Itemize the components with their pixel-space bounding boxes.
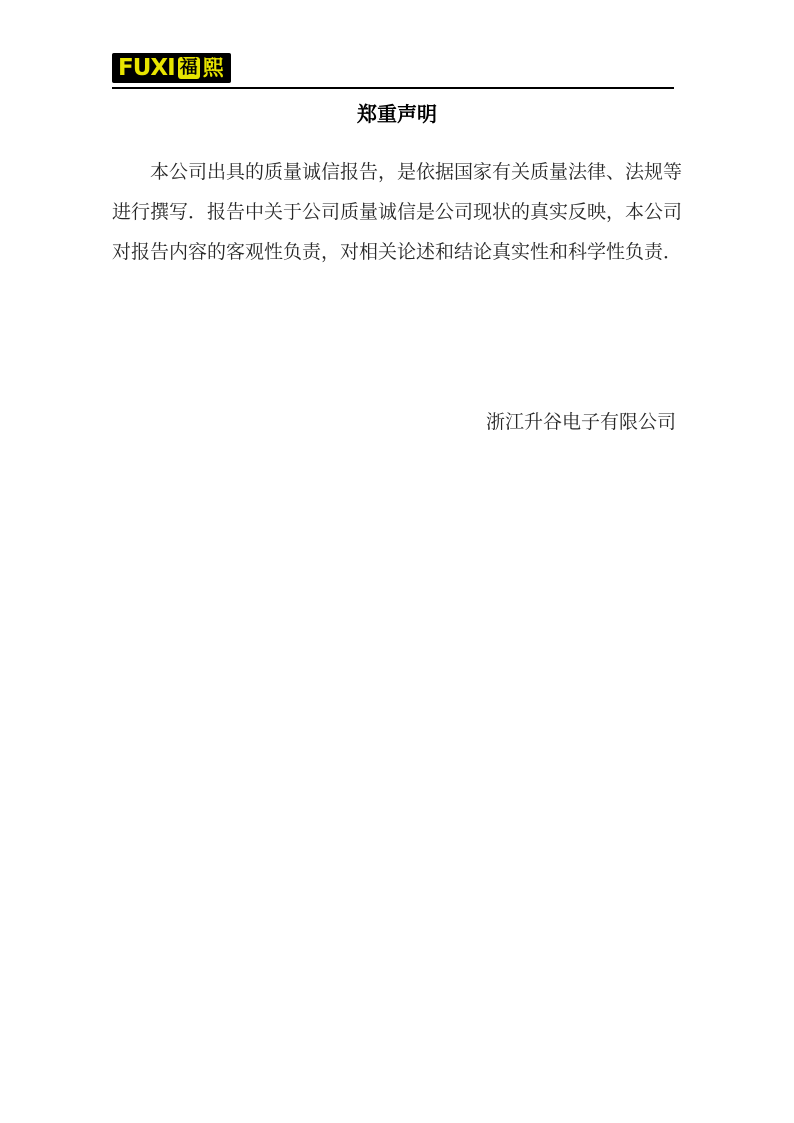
statement-paragraph [112,153,682,273]
statement-title: 郑重声明 [357,104,437,126]
logo-latin-text: FUXI [118,54,175,82]
header-divider-rule [112,87,674,89]
logo-plain-character: 熙 [202,56,224,80]
logo-boxed-character: 福 [179,57,198,78]
fuxi-brand-logo [112,53,231,83]
paragraph-line: 本公司出具的质量诚信报告，是依据国家有关质量法律、法规等 [150,162,683,183]
paragraph-line: 进行撰写．报告中关于公司质量诚信是公司现状的真实反映，本公司 [112,202,683,223]
signature-company-name: 浙江升谷电子有限公司 [485,412,676,433]
page-header [112,0,682,89]
paragraph-line: 对报告内容的客观性负责，对相关论述和结论真实性和科学性负责． [112,242,683,263]
